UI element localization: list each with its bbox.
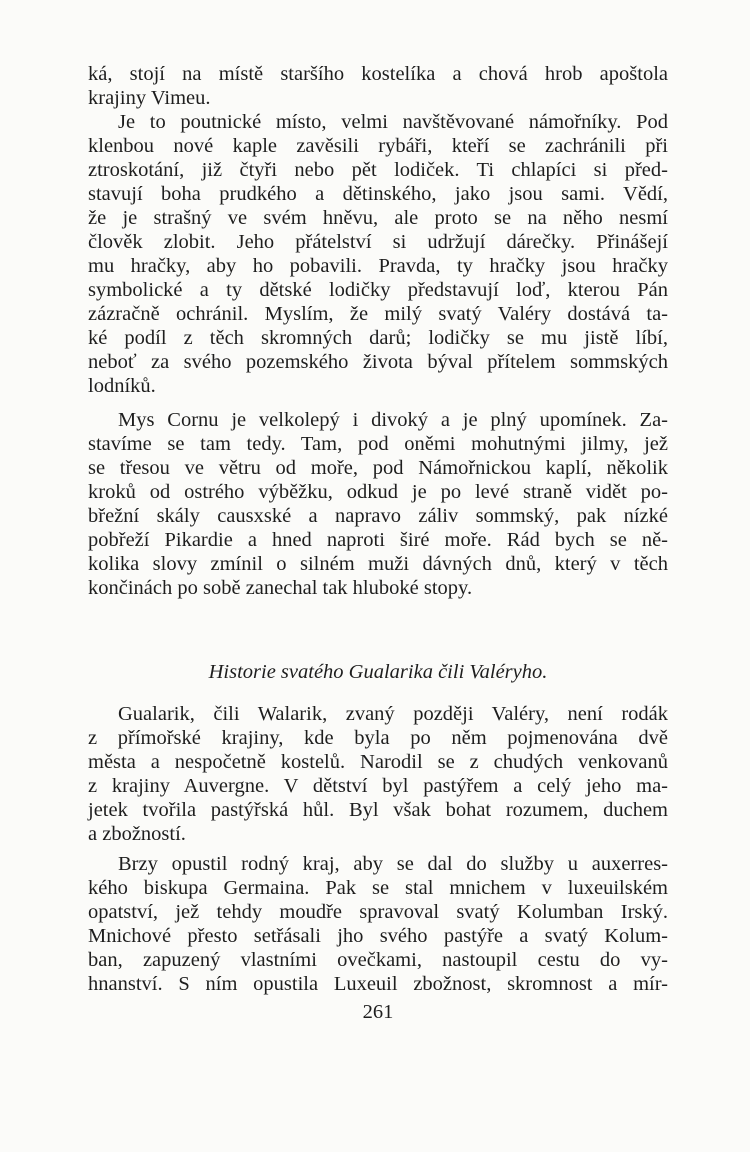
text-line: klenbou nové kaple zavěsili rybáři, kteří se zachránili při <box>88 135 668 157</box>
text-line: ká, stojí na místě staršího kostelíka a chová hrob apoštola <box>88 63 668 85</box>
paragraph-5 <box>88 852 668 996</box>
text-line: končinách po sobě zanechal tak hluboké stopy. <box>88 577 473 599</box>
text-line: člověk zlobit. Jeho přátelství si udržují dárečky. Přinášejí <box>88 231 668 253</box>
text-line: hnanství. S ním opustila Luxeuil zbožnost, skromnost a mír- <box>88 973 668 995</box>
paragraph-4 <box>88 702 668 846</box>
text-line: stavují boha prudkého a dětinského, jako jsou sami. Vědí, <box>88 183 668 205</box>
text-line: mu hračky, aby ho pobavili. Pravda, ty hračky jsou hračky <box>88 255 668 277</box>
text-line: z krajiny Auvergne. V dětství byl pastýřem a celý jeho ma- <box>88 775 668 797</box>
page-number: 261 <box>362 1001 394 1023</box>
paragraph-2 <box>88 110 668 398</box>
text-line: ban, zapuzený vlastními ovečkami, nastoupil cestu do vy- <box>88 949 668 971</box>
text-line: kolika slovy zmínil o silném muži dávných dnů, který v těch <box>88 553 668 575</box>
text-line: symbolické a ty dětské lodičky představují loď, kterou Pán <box>88 279 668 301</box>
text-line: ztroskotání, již čtyři nebo pět lodiček. Ti chlapíci si před- <box>88 159 668 181</box>
text-line: opatství, jež tehdy moudře spravoval svatý Kolumban Irský. <box>88 901 668 923</box>
paragraph-3 <box>88 408 668 600</box>
text-line: zázračně ochránil. Myslím, že milý svatý Valéry dostává ta- <box>88 303 668 325</box>
section-heading: Historie svatého Gualarika čili Valéryho. <box>208 661 548 683</box>
paragraph-1 <box>88 62 668 110</box>
text-line: že je strašný ve svém hněvu, ale proto se na něho nesmí <box>88 207 668 229</box>
text-line: krajiny Vimeu. <box>88 87 211 109</box>
text-line: Mnichové přesto setřásali jho svého pastýře a svatý Kolum- <box>88 925 668 947</box>
text-line: neboť za svého pozemského života býval přítelem sommských <box>88 351 668 373</box>
text-line: ké podíl z těch skromných darů; lodičky se mu jistě líbí, <box>88 327 668 349</box>
text-line: Mys Cornu je velkolepý i divoký a je plný upomínek. Za- <box>118 409 668 431</box>
text-line: břežní skály causxské a napravo záliv sommský, pak nízké <box>88 505 668 527</box>
text-line: pobřeží Pikardie a hned naproti širé moře. Rád bych se ně- <box>88 529 668 551</box>
text-line: a zbožností. <box>88 823 186 845</box>
text-line: jetek tvořila pastýřská hůl. Byl však bohat rozumem, duchem <box>88 799 668 821</box>
text-line: z přímořské krajiny, kde byla po něm pojmenována dvě <box>88 727 668 749</box>
text-line: města a nespočetně kostelů. Narodil se z chudých venkovanů <box>88 751 668 773</box>
text-line: Brzy opustil rodný kraj, aby se dal do služby u auxerres- <box>118 853 668 875</box>
text-line: se třesou ve větru od moře, pod Námořnickou kaplí, několik <box>88 457 668 479</box>
text-line: Gualarik, čili Walarik, zvaný později Valéry, není rodák <box>118 703 668 725</box>
text-line: stavíme se tam tedy. Tam, pod oněmi mohutnými jilmy, jež <box>88 433 668 455</box>
text-line: Je to poutnické místo, velmi navštěvované námořníky. Pod <box>118 111 668 133</box>
text-line: kroků od ostrého výběžku, odkud je po levé straně vidět po- <box>88 481 668 503</box>
text-line: kého biskupa Germaina. Pak se stal mnichem v luxeuilském <box>88 877 668 899</box>
text-line: lodníků. <box>88 375 156 397</box>
